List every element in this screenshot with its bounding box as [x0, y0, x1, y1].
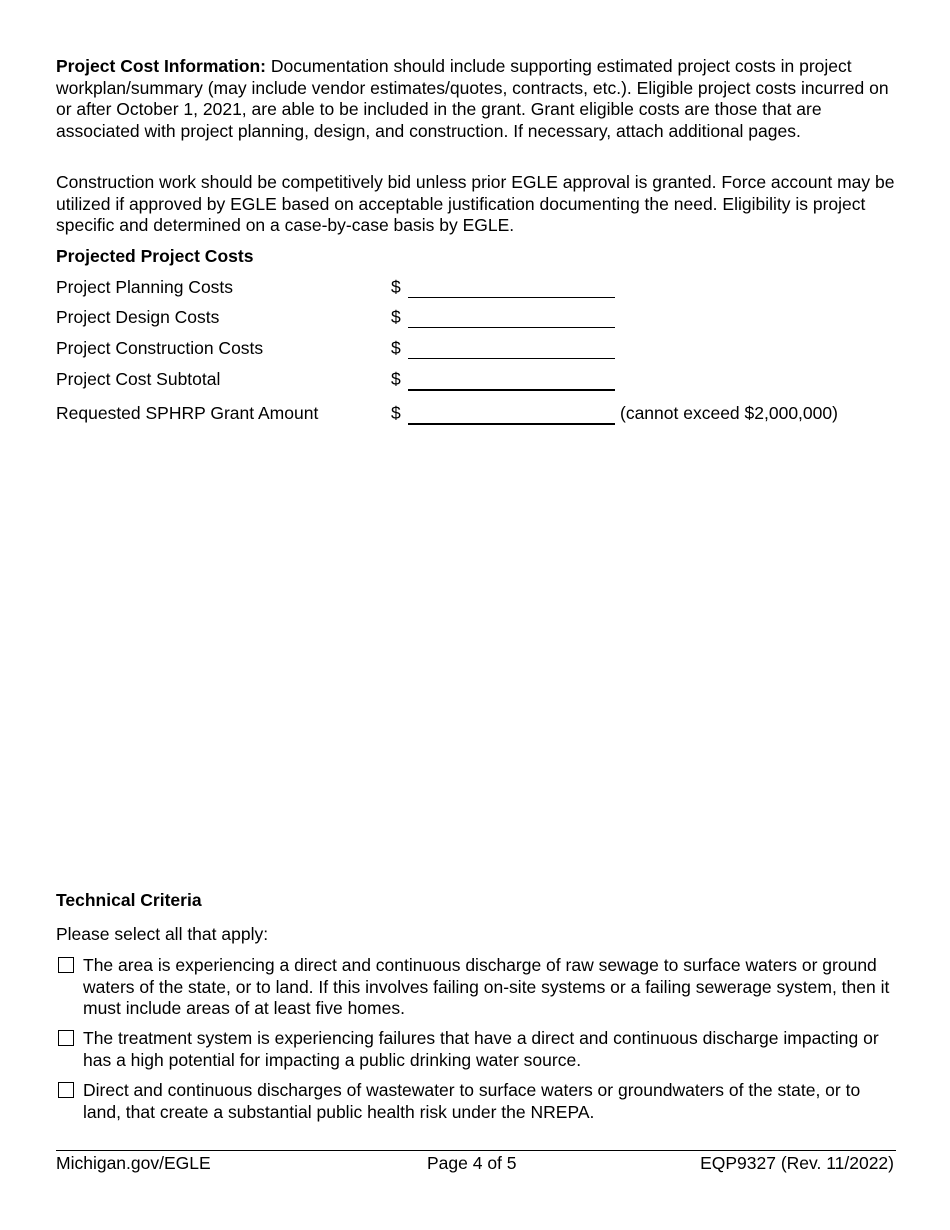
design-costs-input[interactable]	[408, 309, 615, 328]
cost-info-heading: Project Cost Information:	[56, 56, 267, 76]
subtotal-input[interactable]	[408, 371, 615, 391]
criteria-text: The treatment system is experiencing failures that have a direct and continuous discharge impacting or has a high potential for impacting a public drinking water source.	[83, 1028, 879, 1070]
footer-divider	[56, 1150, 896, 1151]
cost-label: Project Construction Costs	[56, 338, 264, 358]
cost-label: Project Design Costs	[56, 307, 220, 327]
cost-label: Project Planning Costs	[56, 277, 234, 297]
cost-row-subtotal	[56, 369, 896, 393]
cost-row-construction	[56, 338, 896, 362]
cost-info-text: Documentation should include supporting estimated project costs in project workplan/summary (may include vendor estimates/quotes, contracts, etc.). Eligible project costs incurred on or after October 1, 2021, are able to be included in the grant. Grant eligible costs are those that are associated with project planning, design, and construction. If necessary, attach additional pages.	[56, 56, 889, 141]
footer-form-id: EQP9327 (Rev. 11/2022)	[700, 1153, 894, 1173]
criteria-text: The area is experiencing a direct and continuous discharge of raw sewage to surface waters or ground waters of the state, or to land. If this involves failing on-site systems or a failing sewerage system, then it must include areas of at least five homes.	[83, 955, 890, 1018]
select-instruction: Please select all that apply:	[56, 924, 269, 944]
footer-page-number: Page 4 of 5	[427, 1153, 517, 1173]
dollar-sign: $	[391, 369, 401, 389]
criteria-text: Direct and continuous discharges of wastewater to surface waters or groundwaters of the state, or to land, that create a substantial public health risk under the NREPA.	[83, 1080, 861, 1122]
dollar-sign: $	[391, 403, 401, 423]
cost-info-paragraph	[56, 56, 896, 142]
construction-costs-input[interactable]	[408, 340, 615, 359]
criteria-checkbox-2[interactable]	[58, 1030, 74, 1046]
construction-note: Construction work should be competitively bid unless prior EGLE approval is granted. Force account may be utilized if approved by EGLE based on acceptable justification documenting the need. Eligibility is project specific and determined on a case-by-case basis by EGLE.	[56, 172, 895, 235]
grant-limit-note: (cannot exceed $2,000,000)	[620, 403, 838, 423]
cost-row-planning	[56, 277, 896, 301]
dollar-sign: $	[391, 277, 401, 297]
criteria-checkbox-3[interactable]	[58, 1082, 74, 1098]
grant-amount-input[interactable]	[408, 405, 615, 425]
footer-website: Michigan.gov/EGLE	[56, 1153, 211, 1173]
technical-criteria-heading: Technical Criteria	[56, 890, 202, 910]
criteria-checkbox-1[interactable]	[58, 957, 74, 973]
cost-label: Project Cost Subtotal	[56, 369, 221, 389]
dollar-sign: $	[391, 338, 401, 358]
cost-row-grant-amount	[56, 403, 896, 427]
cost-label: Requested SPHRP Grant Amount	[56, 403, 319, 423]
projected-costs-heading: Projected Project Costs	[56, 246, 254, 266]
dollar-sign: $	[391, 307, 401, 327]
cost-row-design	[56, 307, 896, 331]
planning-costs-input[interactable]	[408, 279, 615, 298]
